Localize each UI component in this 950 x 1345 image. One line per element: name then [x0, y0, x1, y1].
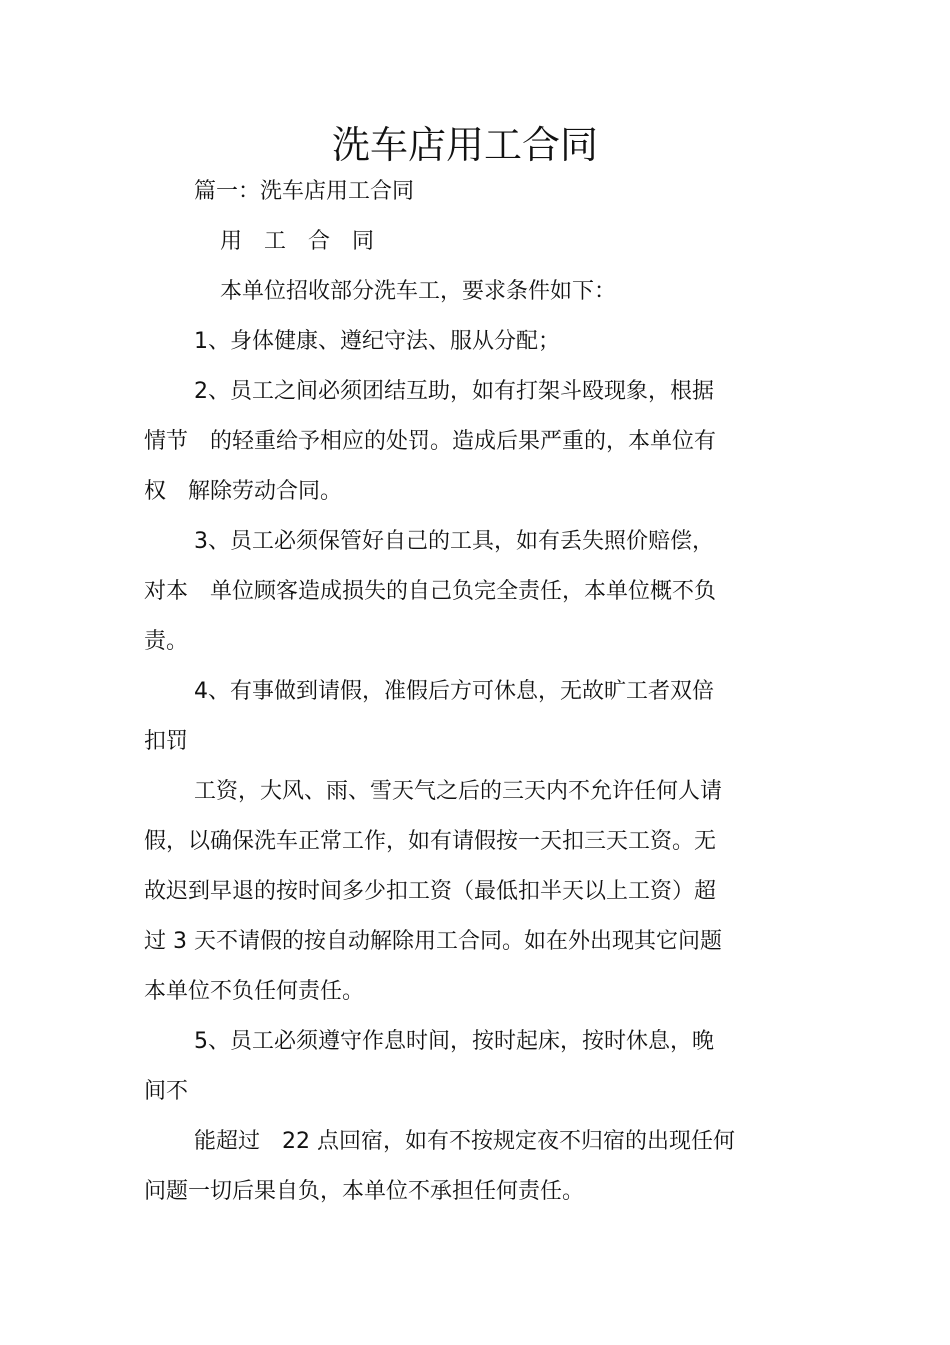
clause-3-line-2: 对本 单位顾客造成损失的自己负完全责任，本单位概不负	[144, 579, 717, 604]
clause-5-line-1: 5、员工必须遵守作息时间，按时起床，按时休息，晚	[194, 1029, 714, 1054]
clause-4-line-3: 工资，大风、雨、雪天气之后的三天内不允许任何人请	[194, 779, 723, 804]
clause-4-line-2: 扣罚	[144, 729, 189, 754]
clause-3-line-3: 责。	[144, 629, 189, 654]
clause-3-line-1: 3、员工必须保管好自己的工具，如有丢失照价赔偿，	[194, 529, 714, 554]
clause-5-line-3: 能超过 22 点回宿，如有不按规定夜不归宿的出现任何	[194, 1129, 735, 1154]
contract-heading: 用 工 合 同	[220, 229, 375, 254]
clause-2-line-1: 2、员工之间必须团结互助，如有打架斗殴现象，根据	[194, 379, 714, 404]
clause-4-line-4: 假，以确保洗车正常工作，如有请假按一天扣三天工资。无	[144, 829, 717, 854]
clause-5-line-4: 问题一切后果自负，本单位不承担任何责任。	[144, 1179, 585, 1204]
clause-5-line-2: 间不	[144, 1079, 189, 1104]
clause-4-line-7: 本单位不负任何责任。	[144, 979, 365, 1004]
clause-2-line-3: 权 解除劳动合同。	[144, 479, 343, 504]
clause-4-line-5: 故迟到早退的按时间多少扣工资（最低扣半天以上工资）超	[144, 879, 717, 904]
clause-2-line-2: 情节 的轻重给予相应的处罚。造成后果严重的，本单位有	[144, 429, 717, 454]
section-heading: 篇一：洗车店用工合同	[194, 179, 415, 204]
clause-1-line: 1、身体健康、遵纪守法、服从分配；	[194, 329, 560, 354]
clause-4-line-6: 过 3 天不请假的按自动解除用工合同。如在外出现其它问题	[144, 929, 722, 954]
clause-4-line-1: 4、有事做到请假，准假后方可休息，无故旷工者双倍	[194, 679, 714, 704]
intro-line: 本单位招收部分洗车工，要求条件如下：	[220, 279, 617, 304]
document-title: 洗车店用工合同	[331, 123, 598, 167]
